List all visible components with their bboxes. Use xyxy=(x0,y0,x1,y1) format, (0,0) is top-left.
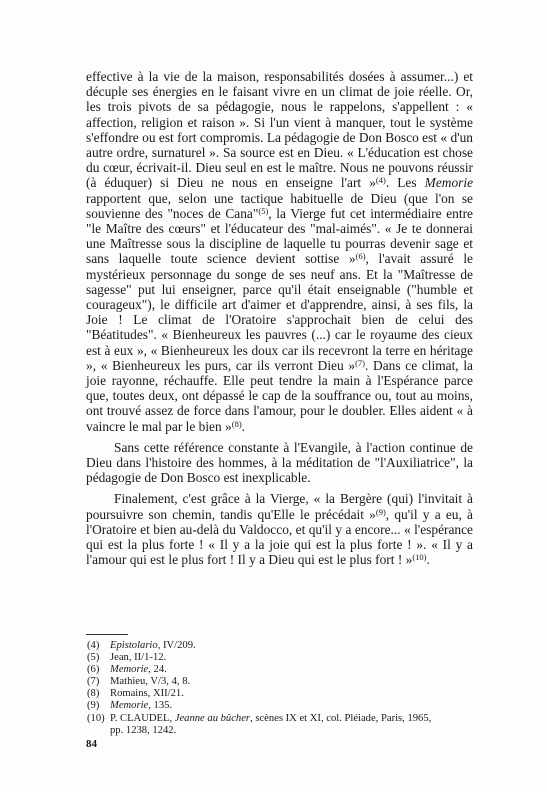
footnote-text xyxy=(110,664,487,676)
footnote-ref-10[interactable]: (10) xyxy=(412,552,427,563)
italic-title: Memorie xyxy=(110,664,149,676)
text-run: , 135. xyxy=(148,700,173,712)
text-run: . Les xyxy=(385,175,417,191)
page-number: 84 xyxy=(86,738,97,750)
footnote-number: (7) xyxy=(87,676,100,688)
footnote-divider xyxy=(86,634,128,635)
footnote-ref-6[interactable]: (6) xyxy=(355,251,366,262)
text-run: , 24. xyxy=(148,664,167,676)
footnote-5 xyxy=(87,652,487,664)
footnote-number: (10) xyxy=(87,712,105,724)
text-run: , la Vierge fut cet intermédiaire entre "le Maître des cœurs" et l'éducateur des "mal-aimés". « Je te donnerai une Maîtresse sous la discipline de laquelle tu pourras devenir sage et sans laquelle toute science devient sottise » xyxy=(86,205,474,267)
footnote-text: Jean, II/1-12. xyxy=(110,652,167,664)
italic-title: Jeanne au bûcher xyxy=(174,712,251,724)
footnote-number: (8) xyxy=(87,688,100,700)
text-run: rapportent que, selon une tactique habituelle de Dieu (que l'on se souvienne des "noces de Cana" xyxy=(86,190,473,221)
footnote-ref-5[interactable]: (5) xyxy=(258,205,269,216)
italic-title: Memorie xyxy=(110,700,149,712)
text-run: , l'avait assuré le mystérieux personnage du songe de ses neuf ans. Et la "Maîtresse de sagesse" put lui enseigner, parce qu'il était enseignable ("humble et courageux"), le difficile art d'aimer et d'apprendre, ainsi, à ses fils, la Joie ! Le climat de l'Oratoire s'approchait bien de celui des "Béatitudes". « Bienheureux les pauvres (...) car le royaume des cieux est à eux », « Bienheureux les doux car ils recevront la terre en héritage », « Bienheureux les purs, car ils verront Dieu » xyxy=(86,251,473,373)
text-run: . Dans ce climat, la joie rayonne, réchauffe. Elle peut tendre la main à l'Espérance parce que, toutes deux, ont dépassé le cap de la souffrance ou, tout au moins, ont trouvé assez de force dans l'amour, pour le doubler. Elles aident « à vaincre le mal par le bien » xyxy=(86,357,474,434)
footnotes xyxy=(87,640,487,737)
text-run: , qu'il y a eu, à l'Oratoire et bien au-delà du Valdocco, et qu'il y a encore... « l'espérance qui est la plus forte ! « Il y a la joie qui est la plus forte ! ». « Il y a l'amour qui est le plus fort ! Il y a Dieu qui est le plus fort ! » xyxy=(86,506,473,568)
footnote-ref-4[interactable]: (4) xyxy=(375,175,386,186)
paragraph-1 xyxy=(86,69,473,434)
footnote-number: (9) xyxy=(87,700,100,712)
text-run: . xyxy=(426,552,430,568)
main-text xyxy=(86,69,473,568)
text-run: effective à la vie de la maison, responsabilités dosées à assumer...) et décuple ses énergies en le faisant vivre en un climat de joie réelle. Or, les trois pivots de sa pédagogie, nous le rappelons, s'appellent : « affection, religion et raison ». Si l'un vient à manquer, tout le système s'effondre ou est fort compromis. La pédagogie de Don Bosco est « d'un autre ordre, surnaturel ». Sa source est en Dieu. « L'éducation est chose du cœur, écrivait-il. Dieu seul en est le maître. Nous ne pouvons réussir (à éduquer) si Dieu ne nous en enseigne l'art » xyxy=(86,69,473,191)
footnote-text xyxy=(110,640,487,652)
author-name: P. CLAUDEL, xyxy=(110,712,173,724)
footnote-7 xyxy=(87,676,487,688)
text-run: , IV/209. xyxy=(157,640,196,651)
footnote-number: (5) xyxy=(87,652,100,664)
paragraph-2: Sans cette référence constante à l'Evangile, à l'action continue de Dieu dans l'histoire des hommes, à la méditation de "l'Auxiliatrice", la pédagogie de Don Bosco est inexplicable. xyxy=(86,439,473,486)
footnote-text: Mathieu, V/3, 4, 8. xyxy=(110,676,191,688)
footnote-10-continuation: pp. 1238, 1242. xyxy=(110,724,177,736)
text-run: , scènes IX et XI, col. Pléiade, Paris, 1965, xyxy=(250,712,432,724)
footnote-text xyxy=(110,700,487,712)
footnote-text: Romains, XII/21. xyxy=(110,688,184,700)
footnote-number: (4) xyxy=(87,640,100,651)
footnote-ref-8[interactable]: (8) xyxy=(231,418,242,429)
footnote-number: (6) xyxy=(87,664,100,676)
italic-title: Epistolario xyxy=(110,640,158,651)
paragraph-3 xyxy=(86,491,473,567)
footnote-10 xyxy=(87,713,487,725)
footnote-text xyxy=(110,713,487,725)
footnote-9 xyxy=(87,700,487,712)
text-run: . xyxy=(241,418,246,434)
footnote-ref-7[interactable]: (7) xyxy=(355,357,365,368)
footnote-4 xyxy=(87,640,487,652)
footnote-8 xyxy=(87,688,487,700)
italic-title: Memorie xyxy=(424,175,474,191)
footnote-ref-9[interactable]: (9) xyxy=(375,506,386,517)
footnote-6 xyxy=(87,664,487,676)
text-run: Finalement, c'est grâce à la Vierge, « la Bergère (qui) l'invitait à poursuivre son chemin, tandis qu'Elle le précédait » xyxy=(86,491,473,522)
